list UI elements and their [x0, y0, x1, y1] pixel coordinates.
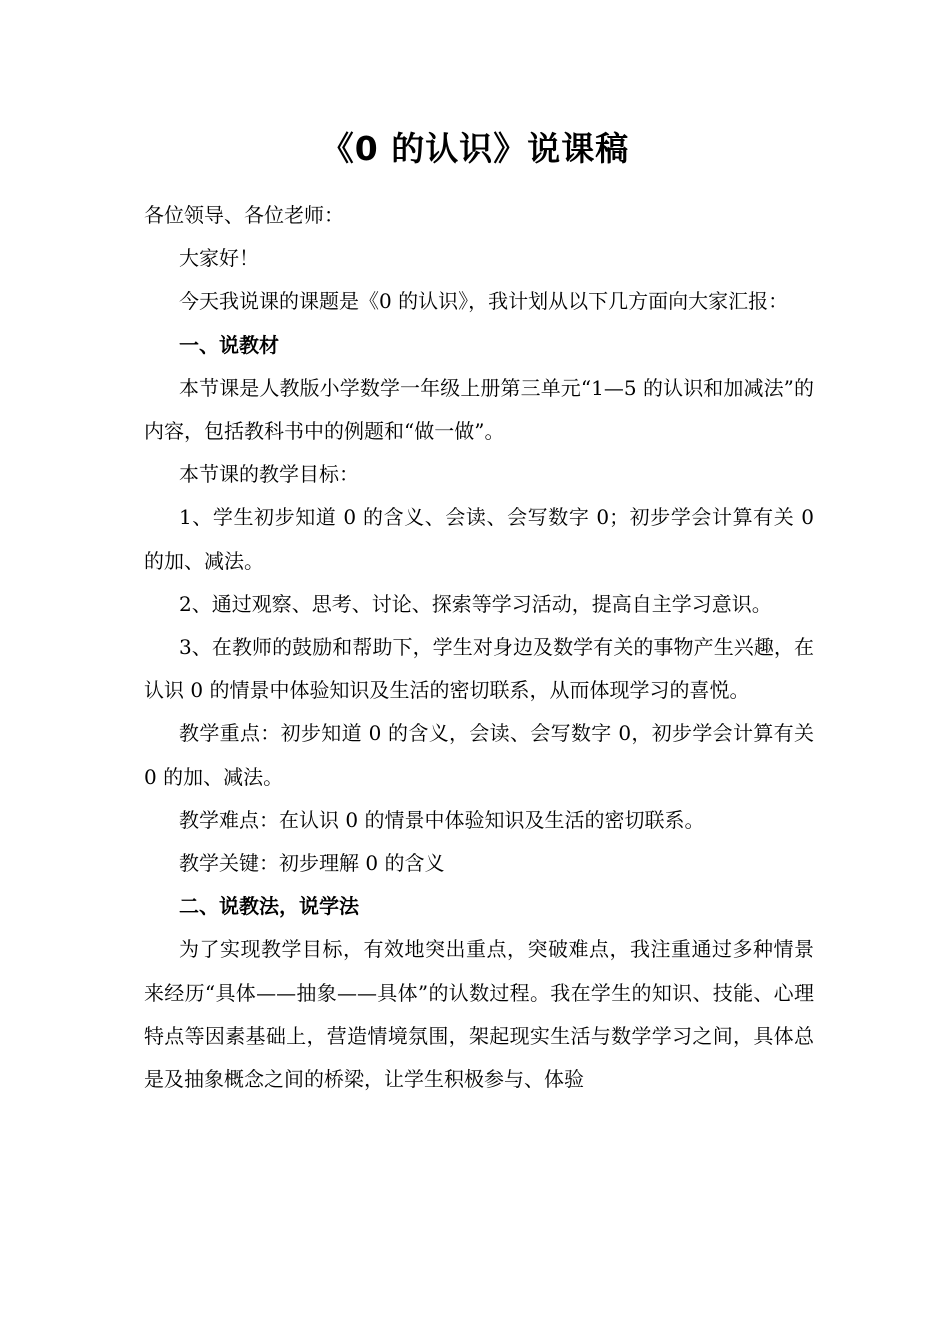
objective-2: 2、通过观察、思考、讨论、探索等学习活动，提高自主学习意识。: [179, 591, 772, 616]
methods-paragraph: 为了实现教学目标，有效地突出重点，突破难点，我注重通过多种情景来经历“具体——抽象——具体”的认数过程。我在学生的知识、技能、心理特点等因素基础上，营造情境氛围，架起现实生活与数学学习之间，具体总是及抽象概念之间的桥梁，让学生积极参与、体验: [144, 937, 814, 1092]
greeting: 大家好！: [179, 246, 259, 271]
section-heading-methods: 二、说教法，说学法: [179, 894, 359, 919]
document-title: 《0 的认识》说课稿: [320, 129, 630, 168]
objective-1: 1、学生初步知道 0 的含义、会读、会写数字 0；初步学会计算有关 0 的加、减法。: [144, 505, 814, 573]
objective-3: 3、在教师的鼓励和帮助下，学生对身边及数学有关的事物产生兴趣，在认识 0 的情景中体验知识及生活的密切联系，从而体现学习的喜悦。: [144, 635, 814, 703]
salutation: 各位领导、各位老师：: [144, 203, 344, 227]
teaching-focus: 教学重点：初步知道 0 的含义，会读、会写数字 0，初步学会计算有关 0 的加、减法。: [144, 721, 814, 789]
section-heading-textbook: 一、说教材: [179, 332, 279, 357]
objectives-label: 本节课的教学目标：: [179, 462, 359, 487]
intro-paragraph: 今天我说课的课题是《0 的认识》，我计划从以下几方面向大家汇报：: [179, 289, 789, 314]
document-body: [144, 194, 814, 1101]
textbook-paragraph: 本节课是人教版小学数学一年级上册第三单元“1—5 的认识和加减法”的内容，包括教科书中的例题和“做一做”。: [144, 375, 814, 444]
teaching-key: 教学关键：初步理解 0 的含义: [179, 851, 445, 876]
teaching-difficulty: 教学难点：在认识 0 的情景中体验知识及生活的密切联系。: [179, 807, 705, 832]
